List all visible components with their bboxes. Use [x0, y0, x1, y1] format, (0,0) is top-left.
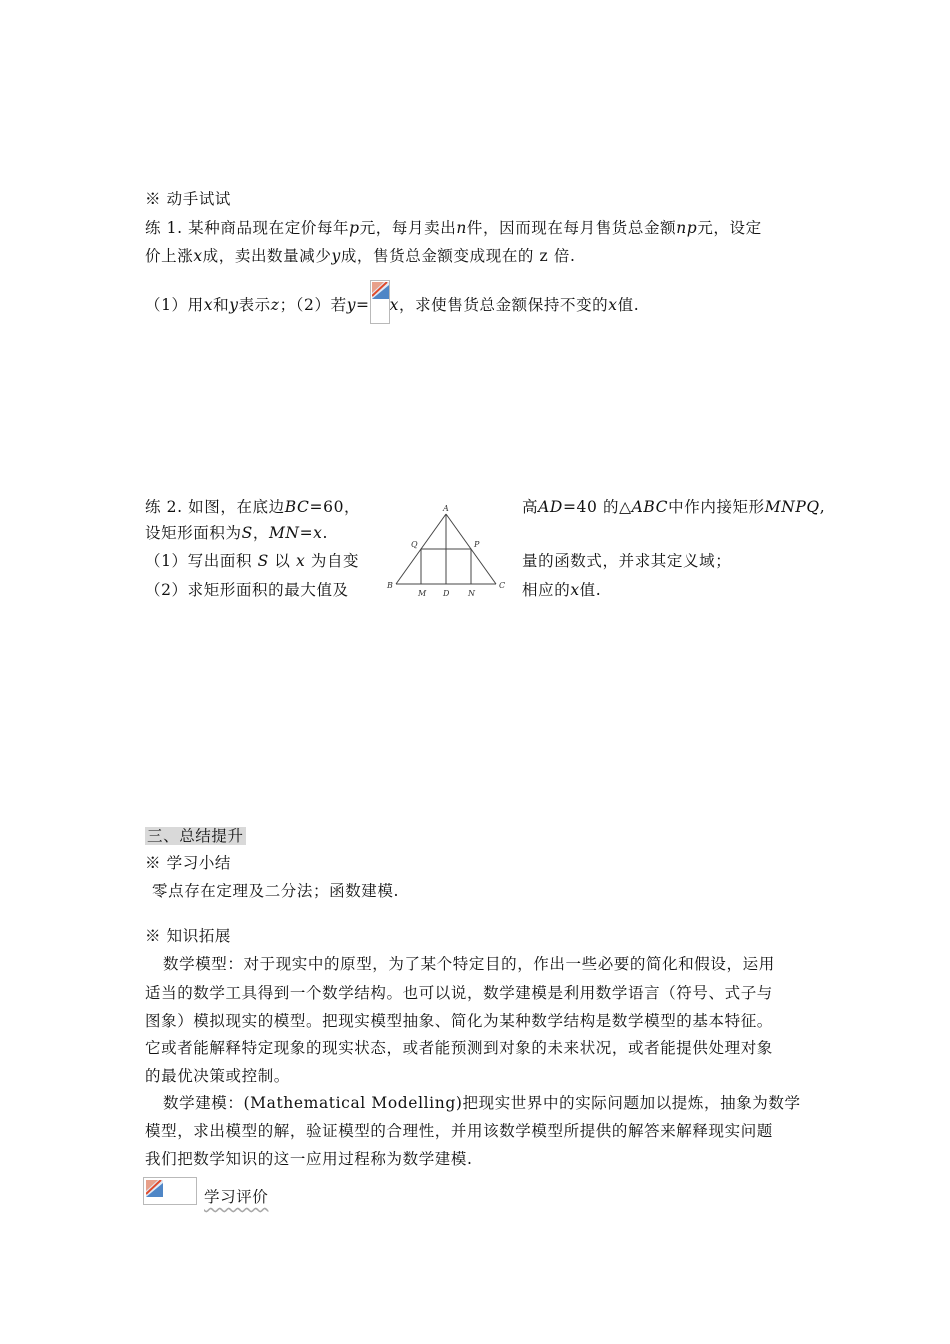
var-x: x — [389, 296, 399, 314]
var-x: x — [193, 247, 203, 265]
text: ，求使售货总金额保持不变的 — [398, 296, 609, 314]
study-summary-text: 零点存在定理及二分法；函数建模. — [152, 882, 400, 900]
exercise1-line3 — [145, 288, 639, 324]
broken-image-icon — [143, 1177, 197, 1205]
para1-line1: 数学模型：对于现实中的原型，为了某个特定目的，作出一些必要的简化和假设，运用 — [163, 955, 775, 973]
label-n: N — [468, 589, 475, 598]
evaluation-label — [204, 1187, 268, 1207]
label-a: A — [443, 504, 449, 513]
para2-line1: 数学建模：(Mathematical Modelling)把现实世界中的实际问题加以提炼，抽象为数学 — [163, 1094, 801, 1112]
label-b: B — [387, 581, 393, 590]
para1-line5: 的最优决策或控制。 — [145, 1067, 290, 1085]
text: 成，售货总金额变成现在的 z 倍. — [340, 247, 576, 265]
var-x: x — [608, 296, 618, 314]
text: 某种商品现在定价每年 — [188, 219, 350, 237]
text: （1）写出面积 — [145, 552, 253, 570]
var-y: y — [229, 296, 239, 314]
var-y: y — [346, 296, 357, 314]
var-mn: MN — [268, 524, 300, 542]
var-n: n — [456, 219, 467, 237]
var-np: np — [676, 219, 698, 237]
text: 元，设定 — [697, 219, 762, 237]
var-ad: AD — [538, 498, 563, 516]
text: 成，卖出数量减少 — [202, 247, 332, 265]
text: = — [299, 524, 314, 542]
label-m: M — [418, 589, 427, 598]
text: 设矩形面积为 — [145, 524, 242, 542]
exercise2-line4-right — [522, 580, 601, 600]
section-title — [145, 826, 246, 846]
exercise2-line3-left — [145, 551, 359, 571]
var-s: S — [257, 552, 269, 570]
var-y: y — [331, 247, 341, 265]
para1-line4: 它或者能解释特定现象的现实状态，或者能预测到对象的未来状况，或者能提供处理对象 — [145, 1039, 773, 1057]
var-x: x — [313, 524, 323, 542]
para2-line2: 模型，求出模型的解，验证模型的合理性，并用该数学模型所提供的解答来解释现实问题 — [145, 1122, 773, 1140]
text: = — [356, 296, 370, 314]
study-summary-heading: ※ 学习小结 — [145, 854, 232, 872]
exercise2-line3-right: 量的函数式，并求其定义域； — [522, 552, 732, 570]
exercise1-line2 — [145, 246, 575, 266]
exercise2-line1-left — [145, 497, 360, 517]
knowledge-heading: ※ 知识拓展 — [145, 927, 232, 945]
exercise1-line1 — [145, 218, 762, 238]
exercise2-line1-right — [522, 497, 825, 517]
var-x: x — [295, 552, 306, 570]
text: 如图，在底边 — [188, 498, 285, 516]
text: =60， — [309, 498, 361, 516]
exercise2-line4-left: （2）求矩形面积的最大值及 — [145, 581, 349, 599]
label-c: C — [499, 581, 506, 590]
text: 元，每月卖出 — [359, 219, 457, 237]
text: . — [322, 524, 329, 542]
text: ；（2）若 — [279, 296, 347, 314]
broken-image-icon — [370, 280, 390, 324]
exercise2-label: 练 2. — [145, 498, 183, 516]
label-d: D — [443, 589, 450, 598]
var-bc: BC — [284, 498, 310, 516]
var-abc: ABC — [631, 498, 669, 516]
triangle-rectangle-figure — [384, 500, 514, 604]
text: 值. — [579, 581, 602, 599]
label-q: Q — [411, 540, 418, 549]
text: 件，因而现在每月售货总金额 — [466, 219, 677, 237]
para1-line3: 图象）模拟现实的模型。把现实模型抽象、简化为某种数学结构是数学模型的基本特征。 — [145, 1012, 773, 1030]
var-p: p — [349, 219, 360, 237]
var-s: S — [241, 524, 253, 542]
text: =40 的△ — [562, 498, 632, 516]
text: （1）用 — [145, 296, 204, 314]
para1-line2: 适当的数学工具得到一个数学结构。也可以说，数学建模是利用数学语言（符号、式子与 — [145, 984, 773, 1002]
text: 相应的 — [522, 581, 571, 599]
text: 中作内接矩形 — [668, 498, 765, 516]
var-x: x — [203, 296, 214, 314]
text: ， — [252, 524, 269, 542]
text: 表示 — [238, 296, 271, 314]
evaluation-label-text: 学习评价 — [204, 1188, 269, 1206]
var-x: x — [570, 581, 580, 599]
section-title-text: 三、总结提升 — [147, 827, 244, 845]
text: 以 — [274, 552, 291, 570]
text: 值. — [617, 296, 640, 314]
label-p: P — [474, 540, 480, 549]
exercise2-line2 — [145, 523, 328, 543]
text: 高 — [522, 498, 539, 516]
var-mnpq: MNPQ — [764, 498, 820, 516]
var-z: z — [270, 296, 280, 314]
text: , — [819, 498, 826, 516]
text: 为自变 — [310, 552, 360, 570]
text: 和 — [213, 296, 230, 314]
para2-line3: 我们把数学知识的这一应用过程称为数学建模. — [145, 1150, 473, 1168]
hands-on-heading: ※ 动手试试 — [145, 190, 232, 208]
exercise1-label: 练 1. — [145, 219, 183, 237]
text: 价上涨 — [145, 247, 194, 265]
